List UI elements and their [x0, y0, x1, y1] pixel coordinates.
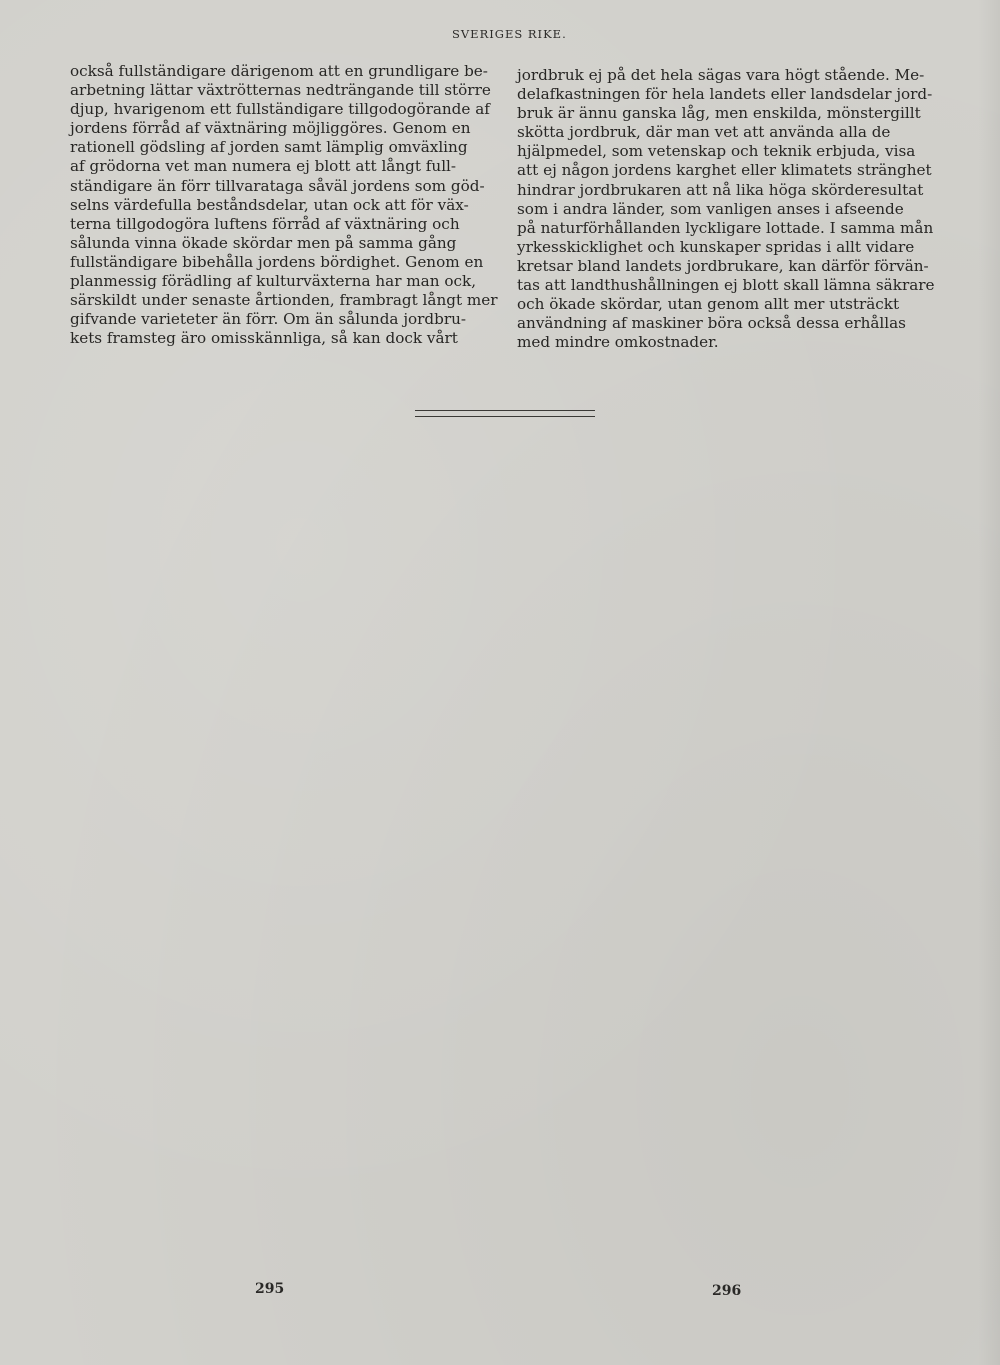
- text-line: terna tillgodogöra luftens förråd af växtnäring och: [70, 214, 460, 233]
- text-line: och ökade skördar, utan genom allt mer utsträckt: [517, 295, 900, 314]
- left-column-text: [70, 62, 498, 348]
- text-line: kretsar bland landets jordbrukare, kan därför förvän-: [517, 256, 929, 275]
- text-line: som i andra länder, som vanligen anses i afseende: [517, 199, 904, 218]
- right-page-number: 296: [712, 1283, 742, 1299]
- text-line: jordbruk ej på det hela sägas vara högt stående. Me-: [517, 66, 925, 84]
- text-line: tas att landthushållningen ej blott skall lämna säkrare: [517, 276, 935, 295]
- text-line: planmessig förädling af kulturväxterna har man ock,: [70, 272, 477, 291]
- text-line: på naturförhållanden lyckligare lottade. I samma mån: [517, 218, 934, 237]
- text-line: fullständigare bibehålla jordens bördighet. Genom en: [70, 252, 484, 271]
- text-line: också fullständigare därigenom att en grundligare be-: [70, 62, 488, 80]
- text-line: yrkesskicklighet och kunskaper spridas i allt vidare: [517, 237, 915, 256]
- scan-edge-shadow: [978, 0, 1000, 1365]
- text-line: hindrar jordbrukaren att nå lika höga skörderesultat: [517, 180, 924, 199]
- text-line: skötta jordbruk, där man vet att använda alla de: [517, 123, 891, 142]
- text-line: selns värdefulla beståndsdelar, utan ock att för väx-: [70, 195, 469, 214]
- text-line: delafkastningen för hela landets eller landsdelar jord-: [517, 85, 933, 104]
- text-line: af grödorna vet man numera ej blott att långt full-: [70, 157, 457, 176]
- text-line: kets framsteg äro omisskännliga, så kan dock vårt: [70, 329, 458, 348]
- section-divider-rule: [415, 410, 595, 417]
- text-line: ständigare än förr tillvaratagа såväl jordens som göd-: [70, 176, 485, 195]
- text-line: arbetning lättar växtrötternas nedträngande till större: [70, 81, 491, 100]
- text-line: användning af maskiner böra också dessa erhållas: [517, 314, 906, 333]
- text-line: jordens förråd af växtnäring möjliggöres. Genom en: [70, 119, 471, 138]
- running-head: SVERIGES RIKE.: [452, 27, 567, 41]
- text-line: sålunda vinna ökade skördar men på samma gång: [70, 233, 457, 252]
- text-line: att ej någon jordens karghet eller klimatets stränghet: [517, 161, 932, 180]
- text-line: rationell gödsling af jorden samt lämplig omväxling: [70, 138, 468, 157]
- text-line: djup, hvarigenom ett fullständigare tillgodogörande af: [70, 100, 490, 119]
- text-line: gifvande varieteter än förr. Om än sålunda jordbru-: [70, 310, 467, 329]
- text-line: bruk är ännu ganska låg, men enskilda, mönstergillt: [517, 104, 921, 123]
- right-column-text: [517, 66, 935, 352]
- text-line: särskildt under senaste årtionden, frambragt långt mer: [70, 291, 498, 310]
- text-line: med mindre omkostnader.: [517, 333, 719, 352]
- left-page-number: 295: [255, 1281, 285, 1297]
- text-line: hjälpmedel, som vetenskap och teknik erbjuda, visa: [517, 142, 916, 161]
